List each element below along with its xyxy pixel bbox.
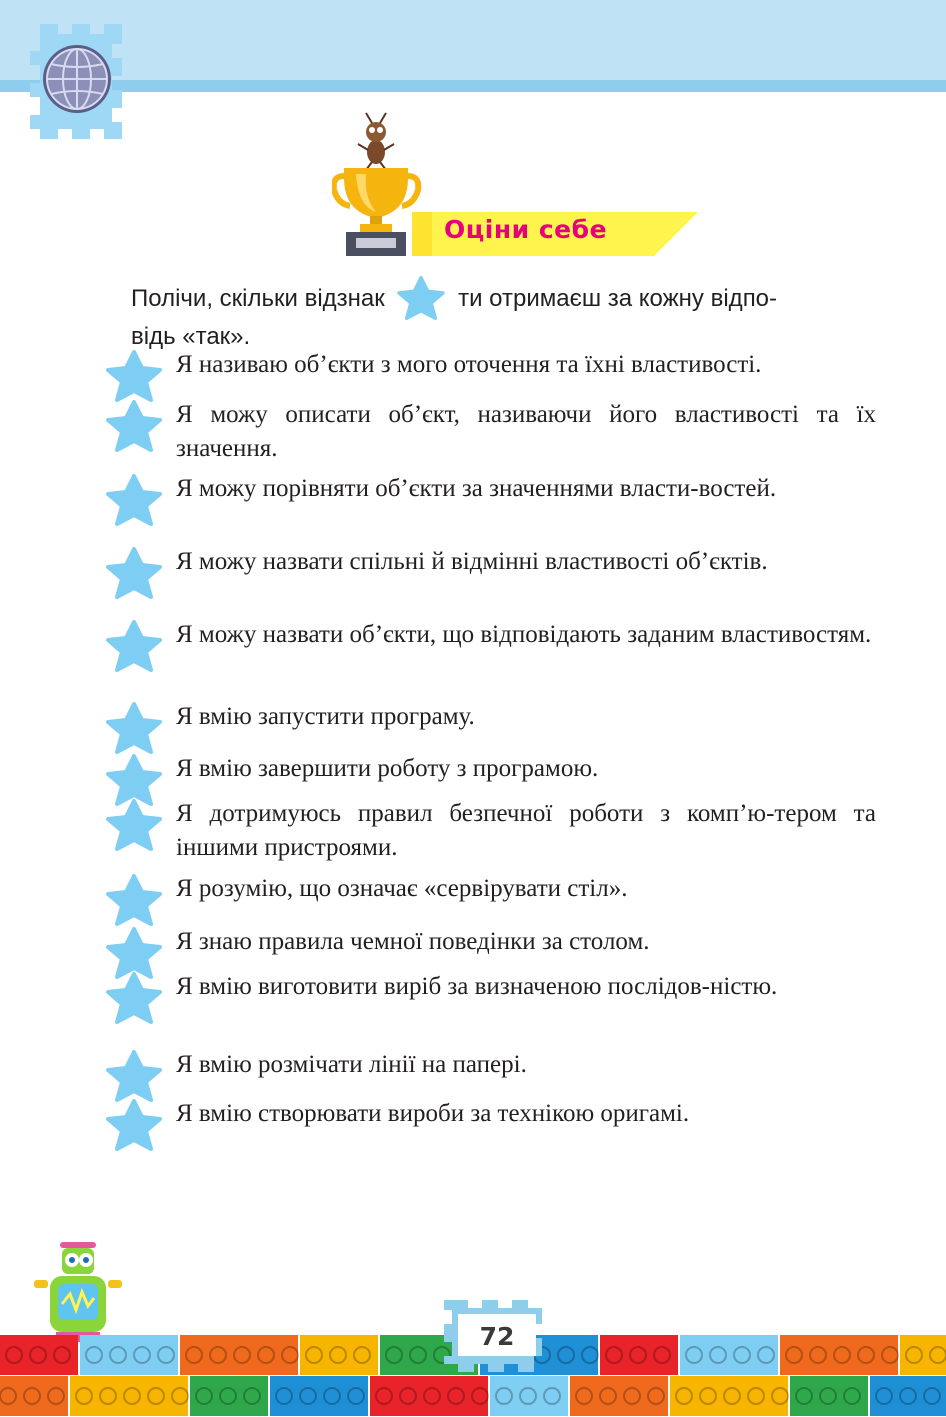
checklist-item-text: Я можу назвати об’єкти, що відповідають заданим властивостям. [176,621,872,648]
intro-text [131,276,876,353]
top-band [0,0,946,92]
star-icon [106,400,162,452]
trophy-icon [332,110,422,258]
intro-before: Полічи, скільки відзнак [131,285,385,312]
checklist-item-text: Я вмію завершити роботу з програмою. [176,755,599,782]
globe-icon [20,24,135,139]
intro-after: ти отримаєш за кожну відпо- [458,285,778,312]
checklist-item-text: Я знаю правила чемної поведінки за столом. [176,928,650,955]
checklist-item-text: Я розумію, що означає «сервірувати стіл». [176,875,628,902]
checklist-item-text: Я вмію розмічати лінії на папері. [176,1051,527,1078]
star-icon [106,547,162,599]
star-icon [106,799,162,851]
star-icon [106,702,162,754]
checklist-item-text: Я називаю об’єкти з мого оточення та їхні властивості. [176,351,762,378]
checklist-item-text: Я вмію виготовити виріб за визначеною послідов-ністю. [176,973,778,1000]
star-icon [106,874,162,926]
star-icon [106,350,162,402]
page-number: 72 [479,1322,515,1351]
star-icon [106,474,162,526]
intro-line2: відь «так». [131,323,251,350]
checklist-item-text: Я можу описати об’єкт, називаючи його властивості та їх значення. [176,401,876,462]
checklist-item-text: Я вмію запустити програму. [176,703,475,730]
section-title: Оціни себе [444,215,608,244]
star-icon [106,1099,162,1151]
star-icon [106,620,162,672]
checklist-item-text: Я можу порівняти об’єкти за значеннями власти-востей. [176,475,777,502]
star-icon [106,1050,162,1102]
section-banner [412,206,698,256]
ant-icon [358,113,394,170]
checklist-item-text: Я вмію створювати вироби за технікою оригамі. [176,1100,690,1127]
star-icon [395,276,447,320]
checklist-item-text: Я дотримуюсь правил безпечної роботи з комп’ю-тером та іншими пристроями. [176,800,876,861]
star-icon [106,972,162,1024]
robot-icon [32,1238,124,1346]
checklist-item-text: Я можу назвати спільні й відмінні властивості об’єктів. [176,548,768,575]
